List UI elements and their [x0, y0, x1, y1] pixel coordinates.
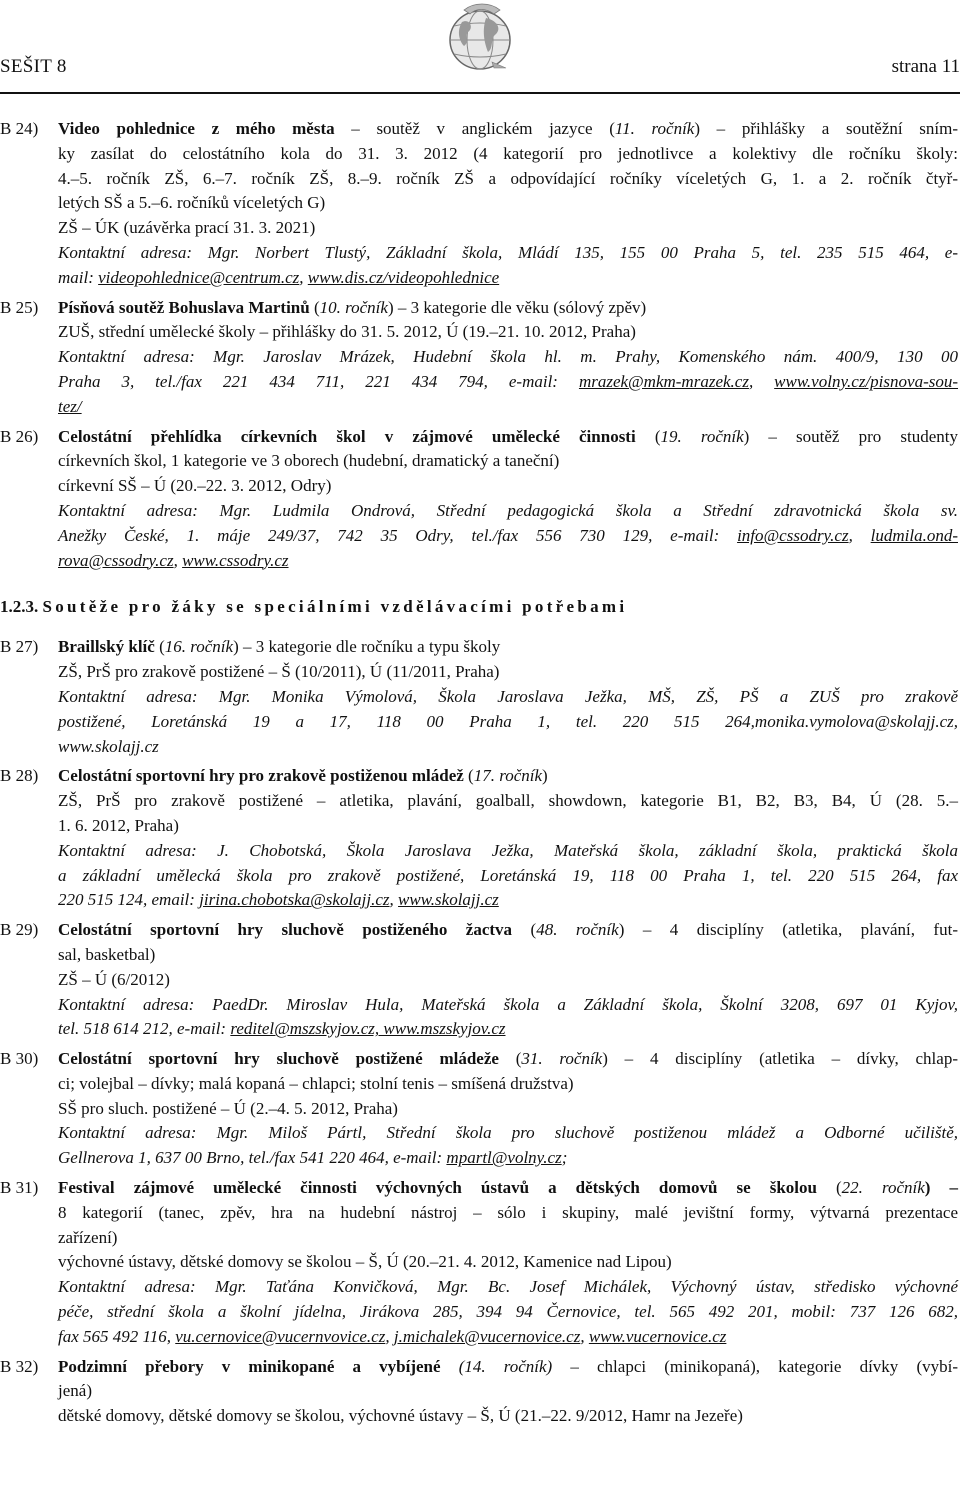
header-divider [0, 92, 960, 94]
entry-body [58, 764, 958, 913]
entry-line: Celostátní přehlídka církevních škol v zájmové umělecké činnosti (19. ročník) – soutěž pro studenty [58, 426, 958, 446]
web-link-continued[interactable]: tez/ [58, 396, 82, 416]
entry-number: B 25) [0, 297, 39, 317]
contact-line: péče, střední škola a školní jídelna, Jirákova 285, 394 94 Černovice, tel. 565 492 201, mobil: 737 126 682, [58, 1302, 958, 1322]
contact-line: Kontaktní adresa: Mgr. Taťána Konvičková, Mgr. Bc. Josef Michálek, Výchovný ústav, středisko výchovné [58, 1277, 958, 1297]
entry-body [58, 1176, 958, 1350]
entry-line: sal, basketbal) [58, 944, 156, 964]
entry-line: zařízení) [58, 1227, 118, 1247]
entry-body [58, 1355, 958, 1429]
contact-line [58, 395, 958, 420]
section-heading [0, 594, 958, 620]
contact-line: rova@cssodry.cz, www.cssodry.cz [58, 550, 289, 570]
entry-line: Celostátní sportovní hry sluchově postižené mládeže (31. ročník) – 4 disciplíny (atletika – dívky, chlap- [58, 1049, 958, 1069]
entry-body [58, 635, 958, 759]
entry-line: Celostátní sportovní hry sluchově postiženého žactva (48. ročník) – 4 disciplíny (atletika, plavání, fut- [58, 920, 958, 940]
web-link[interactable]: www.dis.cz/videopohlednice [307, 267, 500, 287]
header-page-number: strana 11 [891, 56, 960, 77]
email-link[interactable]: j.michalek@vucernovice.cz [393, 1326, 581, 1346]
contact-line: Kontaktní adresa: Mgr. Monika Výmolová, Škola Jaroslava Ježka, MŠ, ZŠ, PŠ a ZUŠ pro zrakově [58, 686, 958, 706]
entry-line: SŠ pro sluch. postižené – Ú (2.–4. 5. 2012, Praha) [58, 1098, 398, 1118]
contact-line: postižené, Loretánská 19 a 17, 118 00 Praha 1, tel. 220 515 264,monika.vymolova@skolajj.cz, [58, 711, 958, 731]
entry-number: B 31) [0, 1178, 39, 1198]
entry-line: ZŠ, PrŠ pro zrakově postižené – atletika, plavání, goalball, showdown, kategorie B1, B2, B3, B4, Ú (28. 5.– [58, 791, 958, 811]
entry-line: ZŠ – Ú (6/2012) [58, 969, 170, 989]
contact-line: tel. 518 614 212, e-mail: reditel@mszskyjov.cz, www.mszskyjov.cz [58, 1019, 506, 1039]
entry-line: letých SŠ a 5.–6. ročníků víceletých G) [58, 193, 326, 213]
email-link[interactable]: videopohlednice@centrum.cz [98, 267, 300, 287]
entry-line: Video pohlednice z mého města – soutěž v anglickém jazyce (11. ročník) – přihlášky a soutěžní sním- [58, 119, 958, 138]
entry-number: B 28) [0, 766, 39, 786]
entry-number: B 32) [0, 1356, 39, 1376]
header-left: SEŠIT 8 [0, 56, 67, 77]
contact-line: Praha 3, tel./fax 221 434 711, 221 434 794, e-mail: mrazek@mkm-mrazek.cz, www.volny.cz/pisnova-sou- [58, 371, 959, 391]
entry-body [58, 918, 958, 1042]
entry-title: Písňová soutěž Bohuslava Martinů [58, 297, 310, 317]
entry-line: výchovné ústavy, dětské domovy se školou – Š, Ú (20.–21. 4. 2012, Kamenice nad Lipou) [58, 1252, 672, 1272]
section-number: 1.2.3. [0, 597, 39, 617]
web-link[interactable]: www.volny.cz/pisnova-sou- [774, 371, 959, 391]
contact-line: Kontaktní adresa: Mgr. Jaroslav Mrázek, Hudební škola hl. m. Prahy, Komenského nám. 400/9, 130 00 [58, 347, 958, 367]
entry-line: Festival zájmové umělecké činnosti výchovných ústavů a dětských domovů se školou (22. ročník) – [58, 1178, 958, 1198]
email-link-continued[interactable]: rova@cssodry.cz [58, 550, 174, 570]
entry-line: Podzimní přebory v minikopané a vybíjené (14. ročník) – chlapci (minikopaná), kategorie dívky (vybí- [58, 1356, 958, 1376]
entry-line: Celostátní sportovní hry pro zrakově postiženou mládež (17. ročník) [58, 766, 548, 786]
entry-title: Braillský klíč [58, 637, 155, 657]
entry-line: ZŠ – ÚK (uzávěrka prací 31. 3. 2021) [58, 218, 316, 238]
entry-body [58, 1047, 958, 1171]
entry-b26 [0, 425, 958, 574]
web-link[interactable]: www.cssodry.cz [182, 550, 289, 570]
contact-line: Kontaktní adresa: PaedDr. Miroslav Hula, Mateřská škola a Základní škola, Školní 3208, 697 01 Kyjov, [58, 994, 958, 1014]
entry-line: 1. 6. 2012, Praha) [58, 815, 179, 835]
entry-line: 8 kategorií (tanec, zpěv, hra na hudební nástroj – sólo i skupiny, malé jevištní formy, výtvarná prezentace [58, 1202, 958, 1222]
globe-logo-icon [434, 2, 526, 72]
email-link[interactable]: mrazek@mkm-mrazek.cz [578, 371, 749, 391]
entry-line: 4.–5. ročník ZŠ, 6.–7. ročník ZŠ, 8.–9. ročník ZŠ a odpovídající ročníky víceletých G, 1. a 2. ročník čtyř- [58, 168, 958, 188]
entry-b32 [0, 1355, 958, 1429]
entry-body [58, 296, 958, 420]
entry-title: Video pohlednice z mého města [58, 119, 335, 138]
entry-title: Celostátní sportovní hry sluchově postižené mládeže [58, 1049, 499, 1069]
entry-line: dětské domovy, dětské domovy se školou, výchovné ústavy – Š, Ú (21.–22. 9/2012, Hamr na Jezeře) [58, 1406, 743, 1426]
email-link[interactable]: ludmila.ond- [870, 525, 958, 545]
contact-line: a základní umělecká škola pro zrakově postižené, Loretánská 19, 118 00 Praha 1, tel. 220 515 264, fax [58, 865, 958, 885]
entry-line: jená) [58, 1381, 92, 1401]
email-link[interactable]: vu.cernovice@vucernvovice.cz [175, 1326, 386, 1346]
entry-line: církevních škol, 1 kategorie ve 3 oborech (hudební, dramatický a taneční) [58, 451, 560, 471]
entry-title: Podzimní přebory v minikopané a vybíjené [58, 1356, 441, 1376]
entry-line: církevní SŠ – Ú (20.–22. 3. 2012, Odry) [58, 476, 332, 496]
contact-line: 220 515 124, email: jirina.chobotska@skolajj.cz, www.skolajj.cz [58, 890, 499, 910]
contact-line: Kontaktní adresa: Mgr. Norbert Tlustý, Základní škola, Mládí 135, 155 00 Praha 5, tel. 235 515 464, e- [58, 242, 958, 262]
entry-body [58, 425, 958, 574]
entry-b30 [0, 1047, 958, 1171]
email-link[interactable]: mpartl@volny.cz [446, 1148, 562, 1168]
entry-b27 [0, 635, 958, 759]
entry-b25 [0, 296, 958, 420]
contact-line: Kontaktní adresa: Mgr. Ludmila Ondrová, Střední pedagogická škola a Střední zdravotnická škola sv. [58, 500, 958, 520]
contact-line: fax 565 492 116, vu.cernovice@vucernvovice.cz, j.michalek@vucernovice.cz, www.vucernovice.cz [58, 1326, 727, 1346]
email-link[interactable]: reditel@mszskyjov.cz, www.mszskyjov.cz [230, 1019, 506, 1039]
entry-number: B 24) [0, 119, 39, 138]
section-title: Soutěže pro žáky se speciálními vzdělávacími potřebami [42, 597, 628, 617]
entry-title: Celostátní sportovní hry sluchově postiženého žactva [58, 920, 513, 940]
entry-line: ci; volejbal – dívky; malá kopaná – chlapci; stolní tenis – smíšená družstva) [58, 1073, 574, 1093]
entry-title: Celostátní přehlídka církevních škol v zájmové umělecké činnosti [58, 426, 636, 446]
web-link[interactable]: www.skolajj.cz [398, 890, 499, 910]
contact-line: Gellnerova 1, 637 00 Brno, tel./fax 541 220 464, e-mail: mpartl@volny.cz; [58, 1148, 568, 1168]
entry-b31 [0, 1176, 958, 1350]
entry-line: ZUŠ, střední umělecké školy – přihlášky do 31. 5. 2012, Ú (19.–21. 10. 2012, Praha) [58, 322, 636, 342]
entry-number: B 27) [0, 637, 39, 657]
web-link[interactable]: www.vucernovice.cz [588, 1326, 727, 1346]
entry-number: B 29) [0, 920, 39, 940]
entry-line: ZŠ, PrŠ pro zrakově postižené – Š (10/2011), Ú (11/2011, Praha) [58, 662, 500, 682]
entry-body [58, 117, 958, 291]
entry-b28 [0, 764, 958, 913]
email-link[interactable]: jirina.chobotska@skolajj.cz [199, 890, 390, 910]
entry-line: Písňová soutěž Bohuslava Martinů (10. ročník) – 3 kategorie dle věku (sólový zpěv) [58, 297, 647, 317]
entry-number: B 30) [0, 1049, 39, 1069]
entry-title: Celostátní sportovní hry pro zrakově postiženou mládež [58, 766, 464, 786]
entry-b24 [0, 117, 958, 291]
contact-line: www.skolajj.cz [58, 736, 159, 756]
entry-title: Festival zájmové umělecké činnosti výchovných ústavů a dětských domovů se školou [58, 1178, 817, 1198]
entry-line: ky zasílat do celostátního kola do 31. 3. 2012 (4 kategorií pro jednotlivce a kolektivy dle ročníku školy: [58, 143, 958, 163]
contact-line: mail: videopohlednice@centrum.cz, www.dis.cz/videopohlednice [58, 267, 500, 287]
entry-line: Braillský klíč (16. ročník) – 3 kategorie dle ročníku a typu školy [58, 637, 501, 657]
contact-line: Anežky České, 1. máje 249/37, 742 35 Odry, tel./fax 556 730 129, e-mail: info@cssodry.cz, ludmila.ond- [58, 525, 958, 545]
entry-number: B 26) [0, 426, 39, 446]
email-link[interactable]: info@cssodry.cz [737, 525, 849, 545]
entry-b29 [0, 918, 958, 1042]
contact-line: Kontaktní adresa: J. Chobotská, Škola Jaroslava Ježka, Mateřská škola, základní škola, praktická škola [58, 840, 958, 860]
contact-line: Kontaktní adresa: Mgr. Miloš Pártl, Střední škola pro sluchově postiženou mládež a Odborné učiliště, [58, 1123, 958, 1143]
content [0, 117, 958, 1434]
